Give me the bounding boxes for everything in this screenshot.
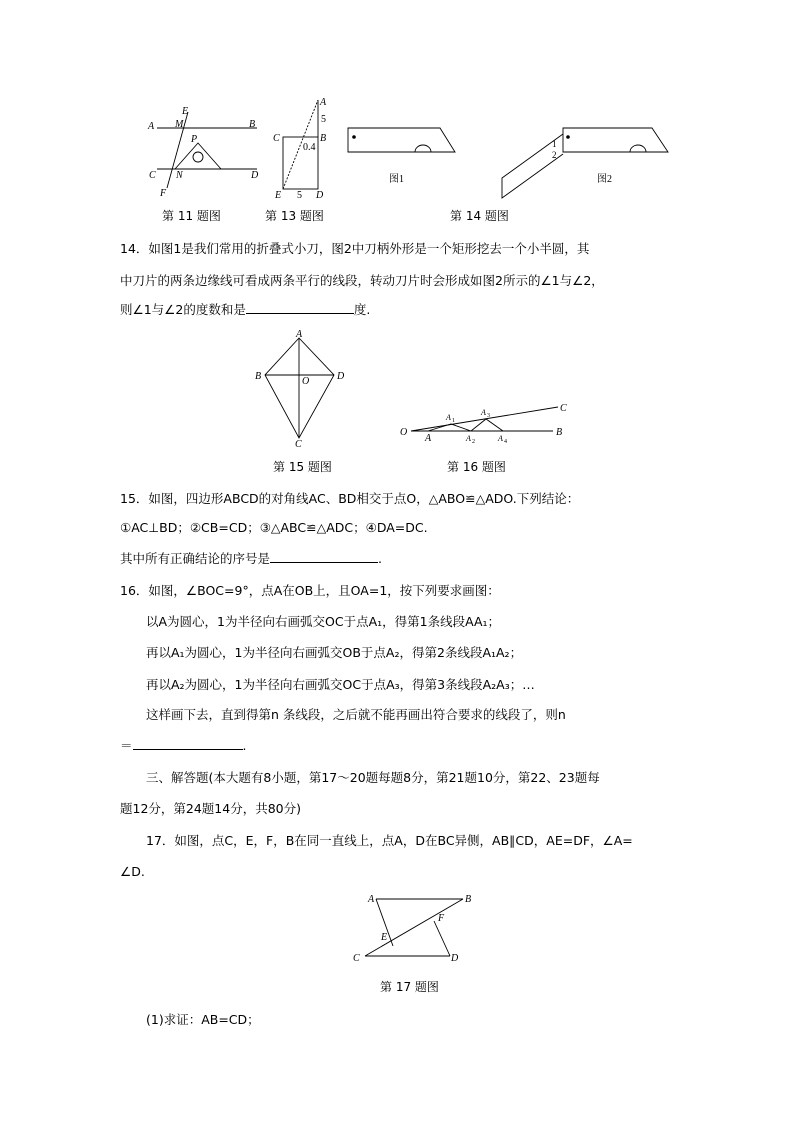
q15-text: 其中所有正确结论的序号是 [120,551,271,566]
q14-unit: 度. [353,302,371,317]
fig17-label-E: E [381,932,388,943]
q16-line-3: 再以A₁为圆心，1为半径向右画弧交OB于点A₂，得第2条线段A₁A₂； [146,645,523,660]
figure-17 [345,888,475,968]
fig14-label-angle2: 2 [552,150,557,160]
fig11-label-N: N [176,170,183,181]
fig11-label-M: M [175,119,184,130]
q14-line-2: 中刀片的两条边缘线可看成两条平行的线段，转动刀片时会形成如图2所示的∠1与∠2， [120,273,604,288]
q15-answer-blank[interactable] [270,550,378,563]
fig11-label-C: C [149,170,156,181]
fig13-label-B: B [320,133,327,144]
fig16-label-A4: A [498,434,503,443]
q16-line-6 [120,737,247,755]
fig14-label-fig1: 图1 [389,174,404,185]
figure-11 [145,100,265,200]
q16-line-2: 以A为圆心，1为半径向右画弧交OC于点A₁，得第1条线段AA₁； [146,614,501,629]
fig17-caption: 第 17 题图 [380,980,439,994]
fig16-label-B: B [556,427,563,438]
q14-line-3 [120,301,370,319]
fig16-label-A3: A [481,408,486,417]
fig15-label-C: C [295,439,302,448]
fig16-label-A2-sub: 2 [472,439,475,445]
fig16-label-A1: A [446,413,451,422]
fig13-label-0-4: 0.4 [303,142,316,153]
fig16-label-A: A [425,433,432,444]
fig17-label-C: C [353,953,360,964]
q16-line-4: 再以A₂为圆心，1为半径向右画弧交OC于点A₃，得第3条线段A₂A₃；… [146,677,535,692]
fig15-label-D: D [337,371,345,382]
fig13-label-D: D [316,190,324,201]
q17-line-1: 17．如图，点C，E，F，B在同一直线上，点A，D在BC异侧，AB∥CD，AE=DF，∠A= [146,833,633,848]
q15-line-1: 15．如图，四边形ABCD的对角线AC、BD相交于点O，△ABO≌△ADO.下列结论： [120,491,580,506]
fig15-label-B: B [255,371,262,382]
fig17-label-D: D [451,953,459,964]
q17-line-2: ∠D. [120,864,145,879]
fig15-caption: 第 15 题图 [273,460,332,474]
fig11-label-P: P [191,134,198,145]
fig16-label-A3-sub: 3 [487,413,490,419]
fig11-label-F: F [160,188,167,199]
fig13-label-C: C [273,133,280,144]
fig13-label-5-top: 5 [321,114,326,125]
fig11-label-D: D [251,170,259,181]
fig14-caption: 第 14 题图 [450,209,509,223]
fig16-caption: 第 16 题图 [447,460,506,474]
q15-line-2: ①AC⊥BD；②CB=CD；③△ABC≌△ADC；④DA=DC. [120,520,428,535]
q14-answer-blank[interactable] [246,301,354,314]
fig11-label-A: A [148,121,155,132]
q14-line-1: 14．如图1是我们常用的折叠式小刀，图2中刀柄外形是一个矩形挖去一个小半圆，其 [120,241,590,256]
figure-13 [270,92,345,202]
fig11-label-E: E [182,106,189,117]
fig15-label-O: O [302,376,310,387]
fig13-label-E: E [275,190,282,201]
fig15-label-A: A [296,330,303,340]
figure-15 [250,330,360,448]
q15-line-3 [120,550,382,568]
q16-period: . [242,738,247,753]
fig13-caption: 第 13 题图 [265,209,324,223]
q16-answer-blank[interactable] [133,737,243,750]
q16-equals: ＝ [120,738,133,753]
fig17-label-B: B [465,894,472,905]
q15-period: . [378,551,382,566]
fig17-label-A: A [368,894,375,905]
figure-14 [340,110,680,200]
fig16-label-A1-sub: 1 [452,418,455,424]
section3-line-1: 三、解答题(本大题有8小题，第17～20题每题8分，第21题10分，第22、23题每 [146,770,600,785]
q14-text: 则∠1与∠2的度数和是 [120,302,246,317]
fig16-label-O: O [400,427,408,438]
section3-line-2: 题12分，第24题14分，共80分) [120,801,302,816]
figure-16 [398,398,578,450]
fig11-label-B: B [249,119,256,130]
fig16-label-C: C [560,403,567,414]
fig11-caption: 第 11 题图 [162,209,221,223]
fig13-label-5-bottom: 5 [297,190,302,201]
fig16-label-A4-sub: 4 [504,439,507,445]
fig14-label-angle1: 1 [552,139,557,149]
q16-line-5: 这样画下去，直到得第n 条线段，之后就不能再画出符合要求的线段了，则n [146,707,566,722]
fig13-label-A: A [320,97,327,108]
q16-line-1: 16．如图，∠BOC=9°，点A在OB上，且OA=1，按下列要求画图： [120,583,500,598]
fig14-label-fig2: 图2 [597,174,612,185]
fig16-label-A2: A [466,434,471,443]
fig17-label-F: F [438,913,445,924]
q17-sub-1: (1)求证：AB=CD； [146,1012,260,1027]
